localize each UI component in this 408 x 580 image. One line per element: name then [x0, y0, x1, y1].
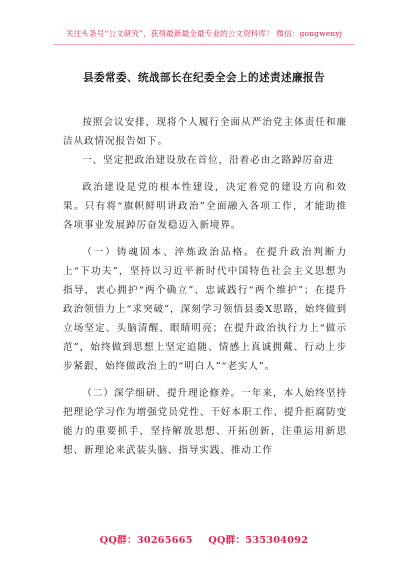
- document-title: 县委常委、统战部长在纪委全会上的述责述廉报告: [83, 72, 325, 84]
- header-divider: [54, 44, 354, 45]
- document-body: [63, 113, 347, 460]
- section-heading-1: 一、坚定把政治建设放在首位，沿着必由之路踔厉奋进: [82, 155, 335, 166]
- paragraph-subsection-1: （一）铸魂固本、淬炼政治品格。在提升政治判断力上“下功夫”，坚持以习近平新时代中国特色社会主义思想为指导，衷心拥护“两个确立”、忠诚践行“两个维护”；在提升政治领悟力上“求突破”，深刻学习领悟县委X思路，始终做到立场坚定、头脑清醒、眼睛明亮；在提升政治执行力上“做示范”，始终做到思想上坚定追随、情感上真诚拥戴、行动上步步紧跟，始终做政治上的“明白人”“老实人”。: [63, 247, 347, 372]
- footer-qq-group-2: QQ群：535304092: [208, 535, 309, 546]
- header-banner: 关注头条号“公文研究”，获得最新最全最专业的公文资料库！ 微信：gongwenyj: [65, 29, 343, 38]
- footer-qq-group-1: QQ群：30265665: [99, 535, 193, 546]
- paragraph-intro: 按照会议安排，现将个人履行全面从严治党主体责任和廉洁从政情况报告如下。: [63, 117, 347, 147]
- paragraph-subsection-2: （二）深学细研、提升理论修养。一年来，本人始终坚持把理论学习作为增强党员党性、干好本职工作、提升拒腐防变能力的重要抓手，坚持解放思想、开拓创新，注重运用新思想、新理论来武装头脑、指导实践、推动工作: [63, 388, 347, 456]
- paragraph-political-building: 政治建设是党的根本性建设，决定着党的建设方向和效果。只有将“旗帜鲜明讲政治”全面融入各项工作，才能助推各项事业发展踔厉奋发稳迈入新境界。: [63, 182, 347, 231]
- footer-contact: [0, 532, 408, 546]
